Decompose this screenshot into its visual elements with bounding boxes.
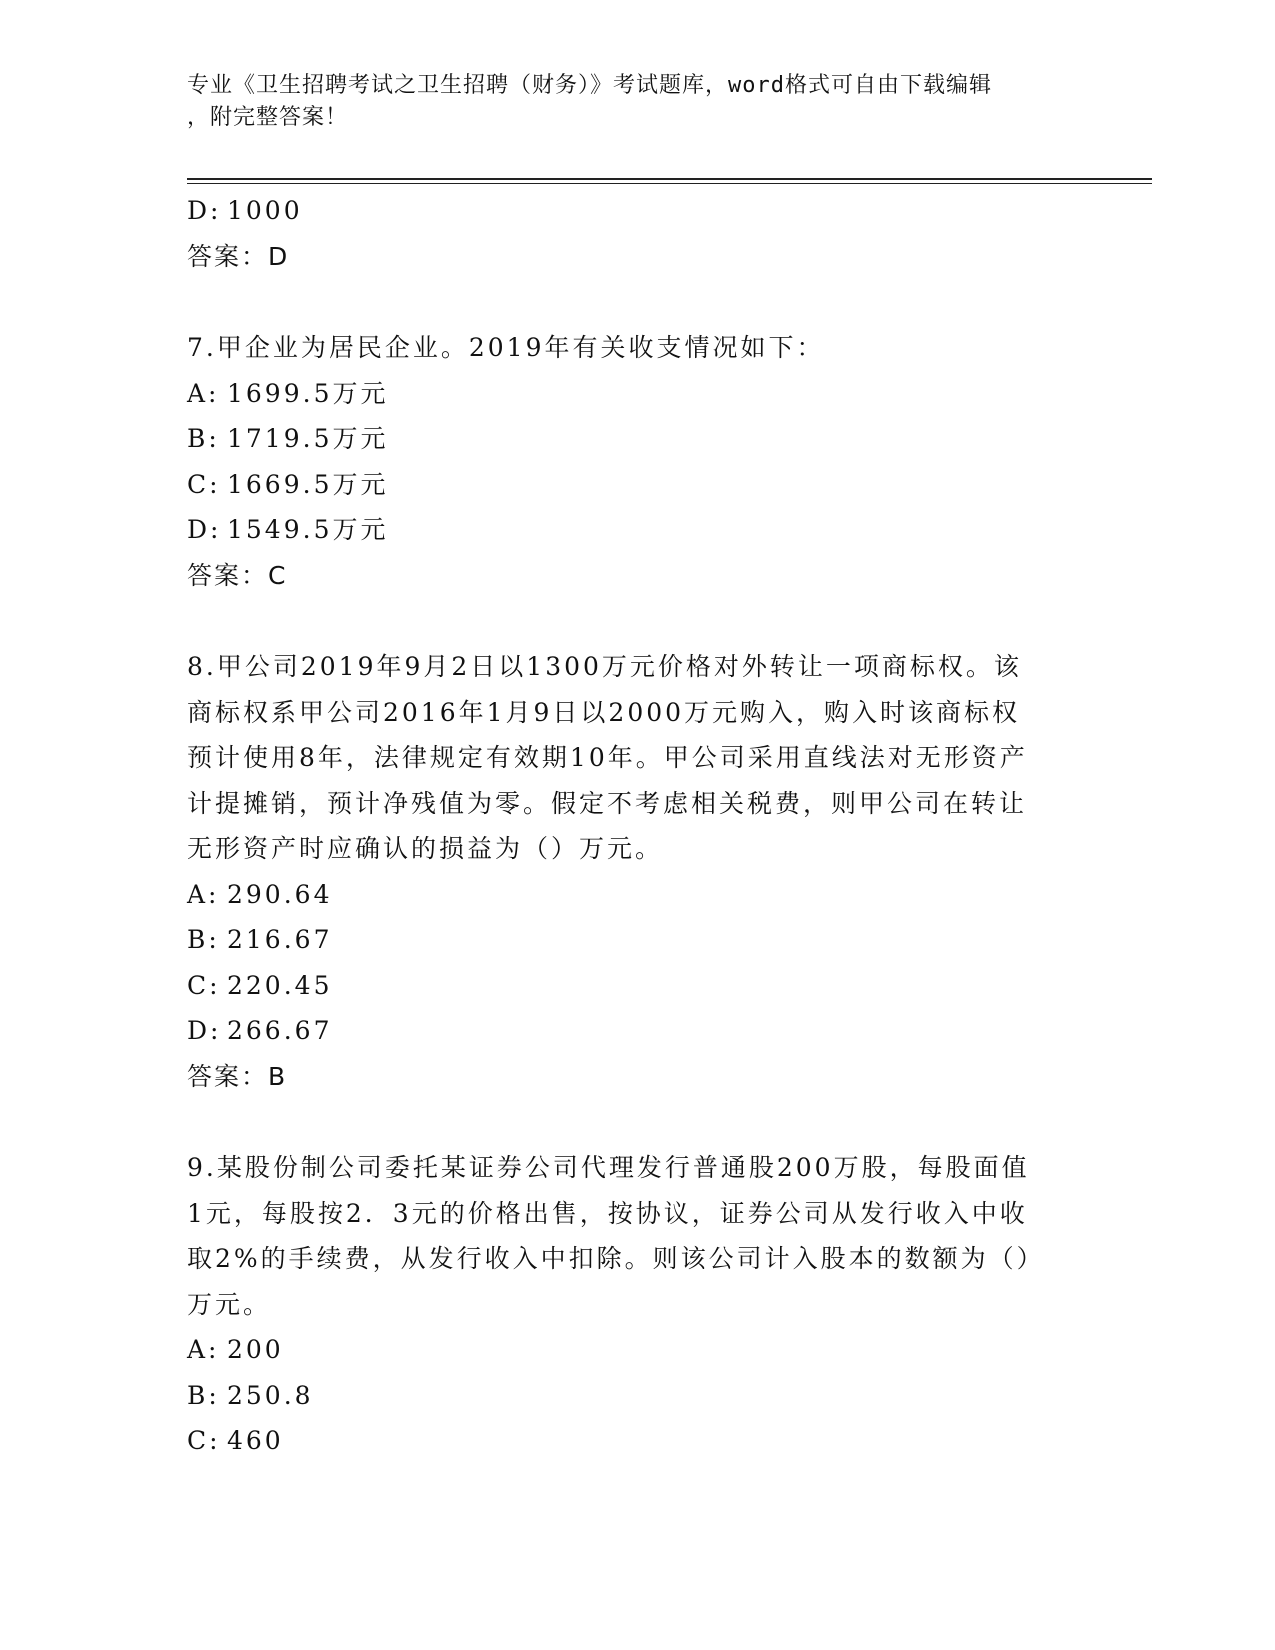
option-d: D: 1549.5万元: [187, 515, 389, 544]
header-rule-thin: [187, 183, 1152, 184]
option-a: A: 1699.5万元: [187, 378, 389, 408]
option-b: B: 216.67: [187, 925, 333, 954]
header-line-1: 专业《卫生招聘考试之卫生招聘（财务）》考试题库，word格式可自由下载编辑: [187, 73, 992, 98]
answer-line: 答案：B: [187, 1061, 288, 1091]
option-c: C: 220.45: [187, 970, 333, 1000]
option-c: C: 1669.5万元: [187, 469, 389, 499]
question-text-line: 无形资产时应确认的损益为（）万元。: [187, 834, 664, 863]
question-text-line: 9.某股份制公司委托某证券公司代理发行普通股200万股，每股面值: [187, 1153, 1030, 1182]
question-text-line: 计提摊销，预计净残值为零。假定不考虑相关税费，则甲公司在转让: [187, 788, 1028, 818]
question-text-line: 取2%的手续费，从发行收入中扣除。则该公司计入股本的数额为（）: [187, 1244, 1045, 1273]
header-line-2: ，附完整答案！: [187, 105, 349, 130]
question-text: 7.甲企业为居民企业。2019年有关收支情况如下：: [187, 333, 825, 362]
question-7: [187, 325, 1067, 598]
document-header: [187, 70, 1067, 134]
question-text-line: 预计使用8年，法律规定有效期10年。甲公司采用直线法对无形资产: [187, 743, 1028, 772]
option-c: C: 460: [187, 1426, 284, 1455]
question-8: [187, 644, 1067, 1099]
header-rule-thick: [187, 178, 1152, 180]
answer-line: 答案：C: [187, 560, 288, 590]
option-a: A: 200: [187, 1335, 284, 1364]
question-text-line: 8.甲公司2019年9月2日以1300万元价格对外转让一项商标权。该: [187, 652, 1022, 681]
question-9: [187, 1145, 1067, 1464]
question-text-line: 万元。: [187, 1289, 272, 1319]
document-body: [187, 188, 1067, 1464]
option-b: B: 1719.5万元: [187, 424, 389, 453]
question-text-line: 1元，每股按2．3元的价格出售，按协议，证券公司从发行收入中收: [187, 1198, 1028, 1228]
option-item: D: 1000: [187, 196, 303, 225]
option-a: A: 290.64: [187, 879, 333, 909]
option-b: B: 250.8: [187, 1380, 314, 1410]
option-d: D: 266.67: [187, 1016, 333, 1045]
question-text-line: 商标权系甲公司2016年1月9日以2000万元购入，购入时该商标权: [187, 697, 1021, 727]
answer-line: 答案：D: [187, 241, 290, 271]
